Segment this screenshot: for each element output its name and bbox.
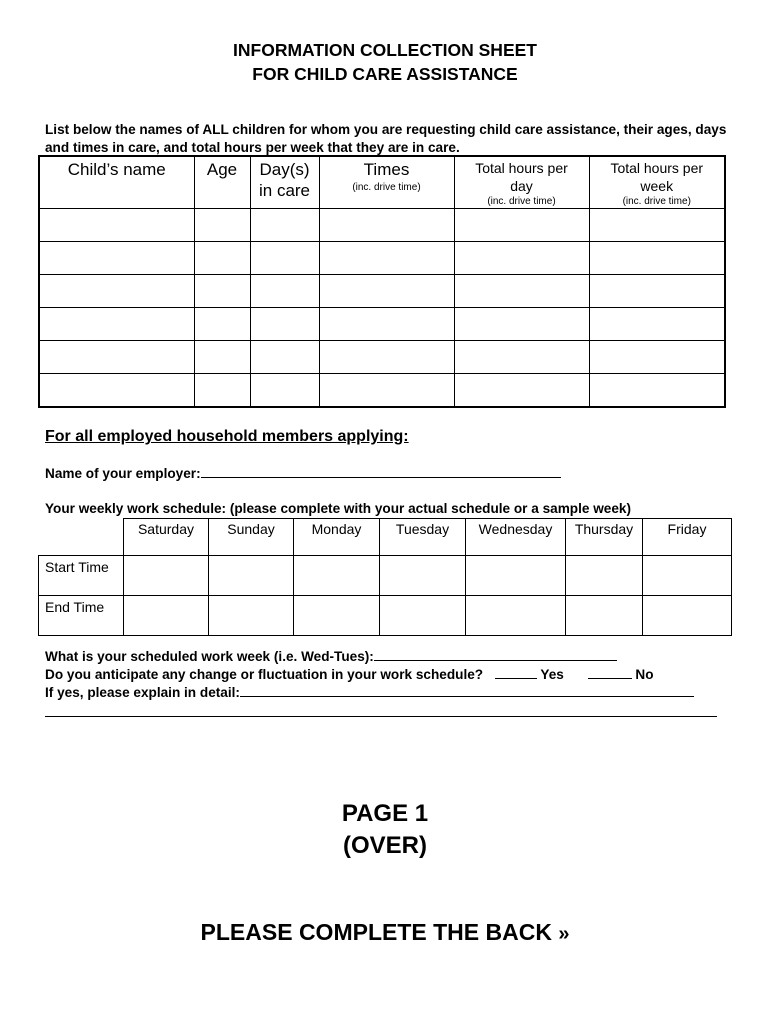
days-header-line1: Day(s): [259, 160, 310, 179]
child-name-cell[interactable]: [39, 275, 194, 308]
child-days-cell[interactable]: [250, 341, 319, 374]
work-schedule-table: [38, 518, 732, 636]
form-title-line1: INFORMATION COLLECTION SHEET: [233, 40, 537, 60]
employer-line: [45, 465, 561, 481]
child-row: [39, 209, 725, 242]
child-hours-day-cell[interactable]: [454, 308, 589, 341]
page-number: PAGE 1: [341, 800, 429, 827]
schedule-header-row: [39, 519, 732, 556]
double-arrow-icon: »: [558, 923, 570, 945]
child-age-cell[interactable]: [194, 242, 250, 275]
child-age-cell[interactable]: [194, 308, 250, 341]
per-day-line1: Total hours per: [475, 160, 568, 176]
day-thursday: Thursday: [566, 519, 643, 556]
total-hours-per-day-header: [454, 156, 589, 209]
per-day-sub: (inc. drive time): [487, 196, 556, 207]
fluctuation-line: [45, 666, 654, 682]
explain-continuation-blank[interactable]: [45, 716, 717, 717]
child-name-cell[interactable]: [39, 209, 194, 242]
child-hours-day-cell[interactable]: [454, 242, 589, 275]
child-name-cell[interactable]: [39, 374, 194, 408]
child-days-cell[interactable]: [250, 374, 319, 408]
total-hours-per-week-header: [589, 156, 725, 209]
child-hours-week-cell[interactable]: [589, 275, 725, 308]
start-time-cell[interactable]: [294, 556, 380, 596]
child-times-cell[interactable]: [319, 275, 454, 308]
day-wednesday: Wednesday: [466, 519, 566, 556]
start-time-label: Start Time: [39, 556, 124, 596]
employer-label: Name of your employer:: [45, 466, 201, 481]
child-times-cell[interactable]: [319, 374, 454, 408]
instructions-text: List below the names of ALL children for whom you are requesting child care assistance, their ages, days and times in care, and total hours per week that they are in care.: [45, 122, 727, 155]
child-days-cell[interactable]: [250, 242, 319, 275]
day-monday: Monday: [294, 519, 380, 556]
form-title-line2: FOR CHILD CARE ASSISTANCE: [252, 64, 518, 84]
per-week-line1: Total hours per: [610, 160, 704, 176]
explain-label: If yes, please explain in detail:: [45, 685, 240, 700]
child-name-cell[interactable]: [39, 242, 194, 275]
per-week-sub: (inc. drive time): [622, 196, 691, 207]
child-row: [39, 275, 725, 308]
child-hours-week-cell[interactable]: [589, 341, 725, 374]
per-day-line2: day: [510, 178, 533, 194]
end-time-cell[interactable]: [466, 596, 566, 636]
child-times-cell[interactable]: [319, 209, 454, 242]
start-time-row: [39, 556, 732, 596]
child-hours-week-cell[interactable]: [589, 308, 725, 341]
fluctuation-label: Do you anticipate any change or fluctuation in your work schedule?: [45, 667, 484, 682]
times-header: [319, 156, 454, 209]
times-header-sub: (inc. drive time): [352, 182, 421, 193]
times-header-label: Times: [363, 160, 410, 179]
end-time-label: End Time: [39, 596, 124, 636]
age-header: Age: [194, 156, 250, 209]
start-time-cell[interactable]: [643, 556, 732, 596]
child-times-cell[interactable]: [319, 242, 454, 275]
complete-back-notice: [0, 919, 770, 946]
child-row: [39, 308, 725, 341]
child-age-cell[interactable]: [194, 209, 250, 242]
child-hours-day-cell[interactable]: [454, 341, 589, 374]
child-times-cell[interactable]: [319, 341, 454, 374]
days-in-care-header: [250, 156, 319, 209]
child-hours-week-cell[interactable]: [589, 374, 725, 408]
yes-label: Yes: [540, 667, 564, 682]
end-time-cell[interactable]: [124, 596, 209, 636]
end-time-cell[interactable]: [566, 596, 643, 636]
explain-line: [45, 684, 694, 700]
yes-blank[interactable]: [495, 666, 537, 679]
day-saturday: Saturday: [124, 519, 209, 556]
end-time-cell[interactable]: [643, 596, 732, 636]
child-age-cell[interactable]: [194, 275, 250, 308]
child-days-cell[interactable]: [250, 209, 319, 242]
no-blank[interactable]: [588, 666, 632, 679]
work-week-label: What is your scheduled work week (i.e. Wed-Tues):: [45, 649, 374, 664]
childs-name-header: Child’s name: [39, 156, 194, 209]
explain-blank[interactable]: [240, 684, 694, 697]
complete-back-text: PLEASE COMPLETE THE BACK: [200, 919, 552, 945]
child-name-cell[interactable]: [39, 341, 194, 374]
schedule-corner: [39, 519, 124, 556]
children-table: [38, 155, 726, 408]
end-time-cell[interactable]: [209, 596, 294, 636]
child-hours-day-cell[interactable]: [454, 209, 589, 242]
end-time-row: [39, 596, 732, 636]
day-sunday: Sunday: [209, 519, 294, 556]
day-tuesday: Tuesday: [380, 519, 466, 556]
child-row: [39, 341, 725, 374]
day-friday: Friday: [643, 519, 732, 556]
child-age-cell[interactable]: [194, 374, 250, 408]
child-row: [39, 242, 725, 275]
end-time-cell[interactable]: [294, 596, 380, 636]
over-label: (OVER): [343, 832, 427, 859]
start-time-cell[interactable]: [566, 556, 643, 596]
child-hours-day-cell[interactable]: [454, 275, 589, 308]
child-row: [39, 374, 725, 408]
employer-blank[interactable]: [201, 465, 561, 478]
child-age-cell[interactable]: [194, 341, 250, 374]
employment-section-title: For all employed household members applying:: [45, 428, 409, 445]
child-hours-week-cell[interactable]: [589, 242, 725, 275]
work-week-blank[interactable]: [374, 648, 617, 661]
days-header-line2: in care: [258, 181, 311, 200]
child-name-cell[interactable]: [39, 308, 194, 341]
start-time-cell[interactable]: [124, 556, 209, 596]
start-time-cell[interactable]: [380, 556, 466, 596]
schedule-label: Your weekly work schedule: (please complete with your actual schedule or a sample week): [45, 501, 631, 516]
child-hours-day-cell[interactable]: [454, 374, 589, 408]
end-time-cell[interactable]: [380, 596, 466, 636]
children-table-header: [39, 156, 725, 209]
child-times-cell[interactable]: [319, 308, 454, 341]
start-time-cell[interactable]: [466, 556, 566, 596]
child-days-cell[interactable]: [250, 308, 319, 341]
no-label: No: [635, 667, 654, 682]
per-week-line2: week: [640, 178, 674, 194]
start-time-cell[interactable]: [209, 556, 294, 596]
child-hours-week-cell[interactable]: [589, 209, 725, 242]
work-week-line: [45, 648, 617, 664]
child-days-cell[interactable]: [250, 275, 319, 308]
